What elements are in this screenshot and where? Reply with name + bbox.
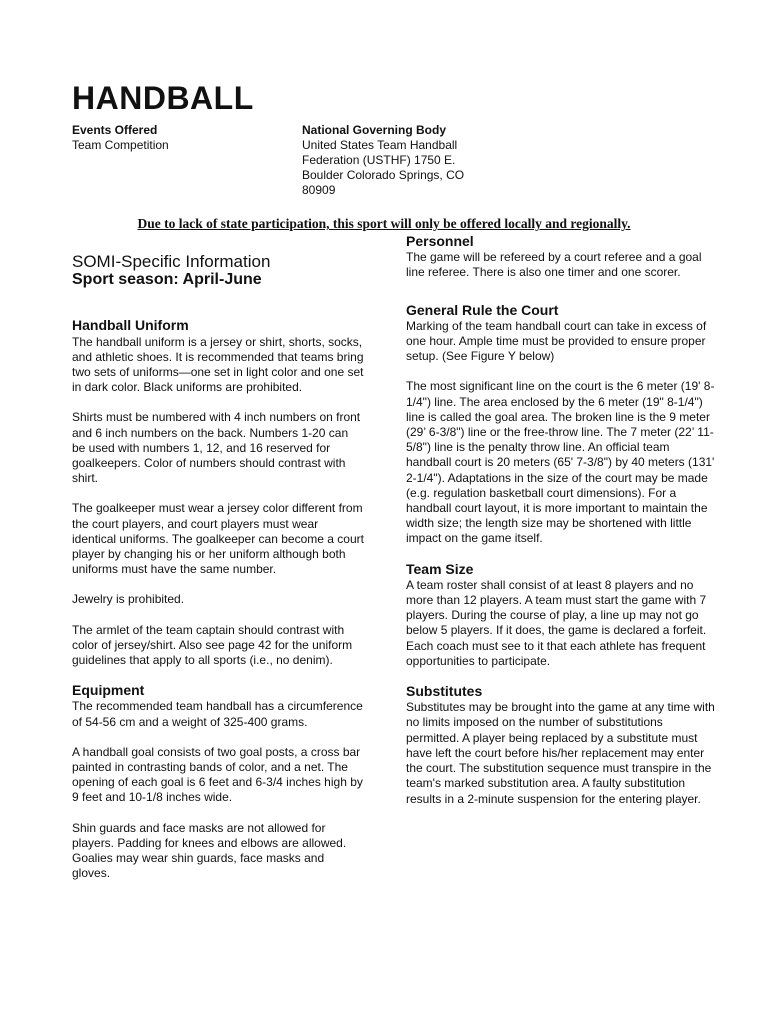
page-title: HANDBALL <box>72 80 254 116</box>
personnel-heading: Personnel <box>406 233 474 249</box>
governing-body <box>302 123 482 198</box>
paragraph: The handball uniform is a jersey or shirt, shorts, socks, and athletic shoes. It is recommended that teams bring two sets of uniforms—one set in light color and one set in dark color. Black uniforms are prohibited. <box>72 334 364 395</box>
governing-body-line: United States Team Handball <box>302 138 458 152</box>
governing-body-label: National Governing Body <box>302 123 447 137</box>
paragraph: The game will be refereed by a court referee and a goal line referee. There is also one timer and one scorer. <box>406 250 702 280</box>
paragraph: Marking of the team handball court can take in excess of one hour. Ample time must be provided to ensure proper setup. (See Figure Y below) <box>406 318 707 364</box>
team-size-heading: Team Size <box>406 560 474 577</box>
paragraph: Substitutes may be brought into the game at any time with no limits imposed on the number of substitutions permitted. A player being replaced by a substitute must have left the court before his/her replacement may enter the court. The substitution sequence must transpire in the team's marked substitution area. A faulty substitution results in a 2-minute suspension for the entering player. <box>406 700 715 806</box>
paragraph: The armlet of the team captain should contrast with color of jersey/shirt. Also see page 42 for the uniform guidelines that apply to all sports (i.e., no denim). <box>72 622 353 668</box>
left-column <box>72 234 364 897</box>
paragraph: A handball goal consists of two goal posts, a cross bar painted in contrasting bands of color, and a net. The opening of each goal is 6 feet and 6-3/4 inches high by 9 feet and 10-1/8 inches wide. <box>72 744 363 805</box>
governing-body-line: Federation (USTHF) 1750 E. <box>302 153 456 167</box>
paragraph: The goalkeeper must wear a jersey color different from the court players, and court players must wear identical uniforms. The goalkeeper can become a court player by changing his or her uniform although both uniforms must have the same number. <box>72 501 364 577</box>
paragraph: Jewelry is prohibited. <box>72 592 185 607</box>
right-column <box>406 234 716 822</box>
substitutes-heading: Substitutes <box>406 683 483 700</box>
events-offered-label: Events Offered <box>72 123 158 137</box>
events-offered <box>72 123 272 153</box>
events-offered-value: Team Competition <box>72 138 169 152</box>
court-heading: General Rule the Court <box>406 301 559 318</box>
somi-heading: SOMI-Specific Information <box>72 252 271 271</box>
paragraph: Shin guards and face masks are not allowed for players. Padding for knees and elbows are allowed. Goalies may wear shin guards, face masks and gloves. <box>72 820 347 881</box>
paragraph: The most significant line on the court is the 6 meter (19' 8-1/4") line. The area enclosed by the 6 meter (19" 8-1/4") line is called the goal area. The broken line is the 9 meter (29’ 6-3/8") line or the free-throw line. The 7 meter (22’ 11-5/8") line is the penalty throw line. An official team handball court is 20 meters (65' 7-3/8") by 40 meters (131' 2-1/4"). Adaptations in the size of the court may be made (e.g. regulation basketball court dimensions). For a handball court layout, it is more important to maintain the width size; the length size may be shortened with little impact on the game itself. <box>406 379 715 546</box>
uniform-heading: Handball Uniform <box>72 317 189 334</box>
paragraph: A team roster shall consist of at least 8 players and no more than 12 players. A team must start the game with 7 players. During the course of play, a line up may not go below 5 players. If it does, the game is declared a forfeit. Each coach must see to it that each athlete has frequent opportunities to participate. <box>406 577 707 668</box>
paragraph: The recommended team handball has a circumference of 54-56 cm and a weight of 325-400 grams. <box>72 699 363 729</box>
governing-body-line: 80909 <box>302 183 336 197</box>
participation-notice: Due to lack of state participation, this sport will only be offered locally and regionally. <box>137 216 631 231</box>
governing-body-line: Boulder Colorado Springs, CO <box>302 168 465 182</box>
sport-season: Sport season: April-June <box>72 271 262 289</box>
paragraph: Shirts must be numbered with 4 inch numbers on front and 6 inch numbers on the back. Numbers 1-20 can be used with numbers 1, 12, and 16 reserved for goalkeepers. Color of numbers should contrast with shirt. <box>72 410 361 486</box>
equipment-heading: Equipment <box>72 682 145 699</box>
